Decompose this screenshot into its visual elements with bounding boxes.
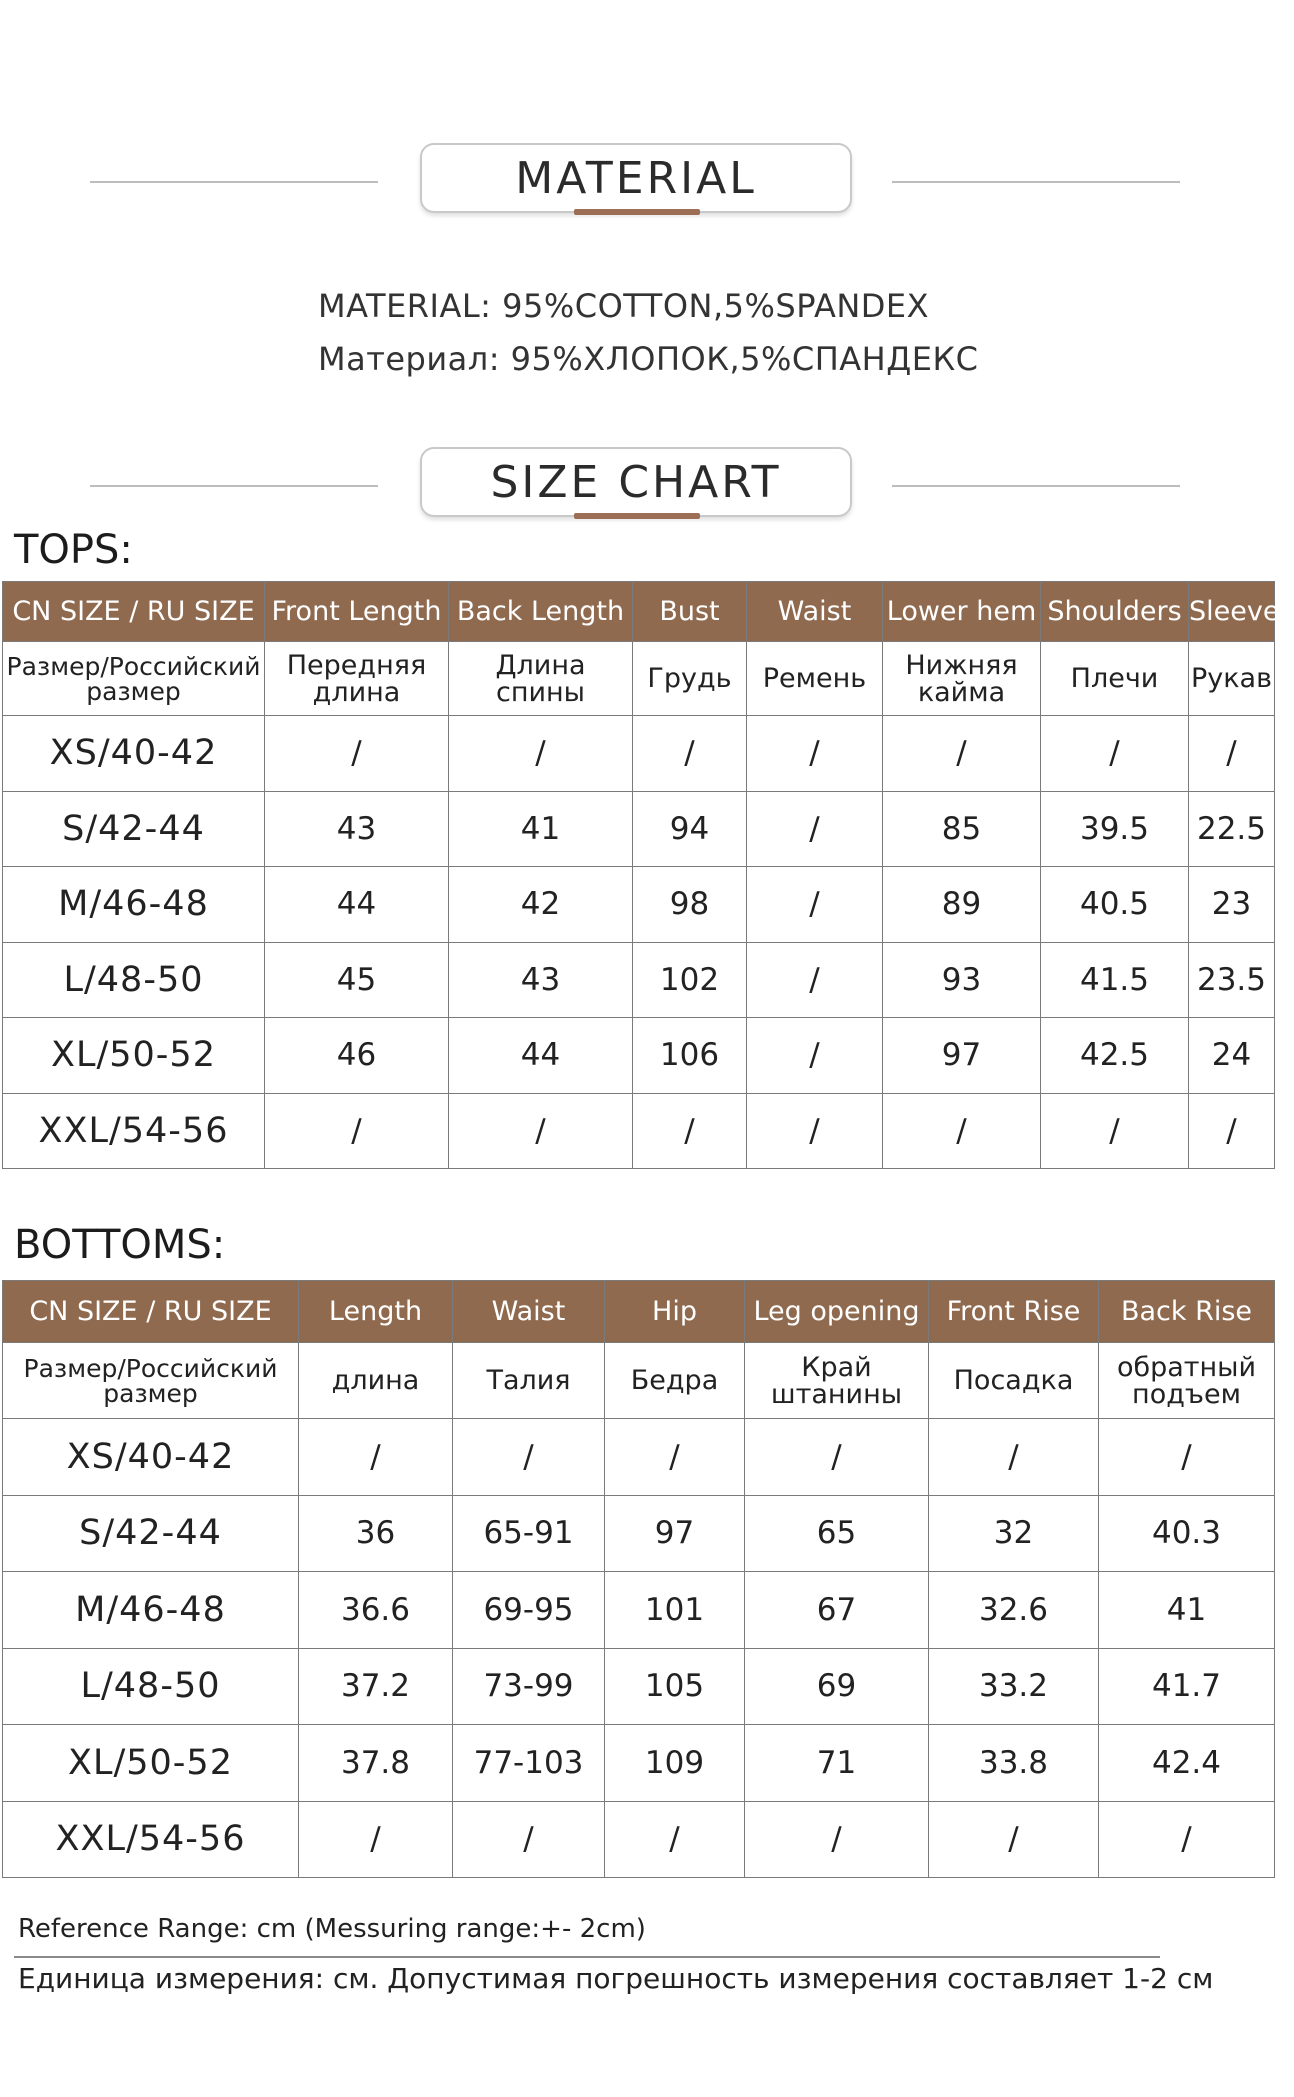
ru-header-line: Край (801, 1351, 872, 1383)
size-cell: XL/50-52 (3, 1018, 265, 1094)
measurement-cell: 85 (883, 791, 1041, 867)
material-heading-block (0, 143, 1280, 219)
measurement-cell: 94 (633, 791, 747, 867)
measurement-cell: 40.3 (1099, 1495, 1275, 1572)
measurement-cell: / (605, 1801, 745, 1878)
ru-header-line: размер (103, 1378, 198, 1408)
column-header: Shoulders (1041, 582, 1189, 642)
measurement-cell: / (1041, 716, 1189, 792)
divider-right (892, 485, 1180, 487)
ru-header-line: Длина (495, 649, 586, 681)
column-header: Front Length (265, 582, 449, 642)
table-row (3, 942, 1275, 1018)
table-row (3, 791, 1275, 867)
measurement-cell: / (747, 942, 883, 1018)
measurement-cell: 77-103 (453, 1725, 605, 1802)
measurement-cell: / (633, 716, 747, 792)
measurement-cell: 33.8 (929, 1725, 1099, 1802)
measurement-cell: 65 (745, 1495, 929, 1572)
measurement-cell: 39.5 (1041, 791, 1189, 867)
measurement-cell: 65-91 (453, 1495, 605, 1572)
reference-range-en: Reference Range: cm (Messuring range:+- 2cm) (18, 1914, 646, 1944)
measurement-cell: 44 (449, 1018, 633, 1094)
ru-column-header (1189, 642, 1275, 716)
column-header: Leg opening (745, 1281, 929, 1343)
table-row (3, 867, 1275, 943)
size-cell: XXL/54-56 (3, 1093, 265, 1169)
column-header: Length (299, 1281, 453, 1343)
material-label-en: MATERIAL: (318, 287, 492, 325)
measurement-cell: 89 (883, 867, 1041, 943)
column-header: Back Rise (1099, 1281, 1275, 1343)
column-header: CN SIZE / RU SIZE (3, 1281, 299, 1343)
ru-header-line: длина (312, 676, 401, 708)
measurement-cell: / (747, 1018, 883, 1094)
ru-column-header (265, 642, 449, 716)
column-header: Bust (633, 582, 747, 642)
table-row (3, 1725, 1275, 1802)
measurement-cell: 41 (1099, 1572, 1275, 1649)
measurement-cell: 32 (929, 1495, 1099, 1572)
tops-size-table (2, 581, 1294, 1169)
column-header: Waist (747, 582, 883, 642)
measurement-cell: 46 (265, 1018, 449, 1094)
measurement-cell: / (449, 1093, 633, 1169)
reference-range-ru: Единица измерения: см. Допустимая погрешность измерения составляет 1-2 см (18, 1962, 1214, 1995)
size-cell: L/48-50 (3, 942, 265, 1018)
table-row (3, 1572, 1275, 1649)
measurement-cell: 44 (265, 867, 449, 943)
measurement-cell: 97 (883, 1018, 1041, 1094)
measurement-cell: / (747, 716, 883, 792)
material-line-en (318, 287, 929, 325)
ru-header-line: Передняя (286, 649, 427, 681)
measurement-cell: / (605, 1419, 745, 1496)
size-chart-heading: SIZE CHART (420, 447, 852, 517)
measurement-cell: / (633, 1093, 747, 1169)
material-value-en: 95%COTTON,5%SPANDEX (502, 287, 930, 325)
measurement-cell: 43 (449, 942, 633, 1018)
size-cell: L/48-50 (3, 1648, 299, 1725)
measurement-cell: 41 (449, 791, 633, 867)
measurement-cell: / (265, 1093, 449, 1169)
measurement-cell: 73-99 (453, 1648, 605, 1725)
table-row (3, 1648, 1275, 1725)
column-header: Hip (605, 1281, 745, 1343)
measurement-cell: / (1189, 716, 1275, 792)
ru-column-header (605, 1343, 745, 1419)
material-label-ru: Материал: (318, 340, 500, 378)
measurement-cell: 23 (1189, 867, 1275, 943)
ru-column-header (453, 1343, 605, 1419)
measurement-cell: 42.5 (1041, 1018, 1189, 1094)
measurement-cell: 101 (605, 1572, 745, 1649)
bottoms-size-table (2, 1280, 1275, 1878)
measurement-cell: 42 (449, 867, 633, 943)
ru-column-header (3, 642, 265, 716)
measurement-cell: 71 (745, 1725, 929, 1802)
ru-column-header (883, 642, 1041, 716)
measurement-cell: / (265, 716, 449, 792)
measurement-cell: 23.5 (1189, 942, 1275, 1018)
measurement-cell: / (299, 1419, 453, 1496)
measurement-cell: 69 (745, 1648, 929, 1725)
ru-header-line: Бедра (630, 1365, 719, 1396)
measurement-cell: 33.2 (929, 1648, 1099, 1725)
table-row (3, 1018, 1275, 1094)
ru-header-line: длина (331, 1365, 420, 1396)
measurement-cell: 36.6 (299, 1572, 453, 1649)
measurement-cell: / (747, 867, 883, 943)
table-row (3, 716, 1275, 792)
measurement-cell: 42.4 (1099, 1725, 1275, 1802)
ru-column-header (299, 1343, 453, 1419)
size-cell: S/42-44 (3, 1495, 299, 1572)
header-row (3, 1281, 1275, 1343)
bottoms-title: BOTTOMS: (14, 1222, 226, 1268)
ru-header-row (3, 1343, 1275, 1419)
ru-column-header (747, 642, 883, 716)
ru-header-line: кайма (917, 676, 1006, 708)
heading-accent-bar (574, 513, 700, 519)
divider-left (90, 181, 378, 183)
ru-header-line: Плечи (1070, 663, 1159, 694)
measurement-cell: / (449, 716, 633, 792)
measurement-cell: / (929, 1419, 1099, 1496)
measurement-cell: 24 (1189, 1018, 1275, 1094)
measurement-cell: / (929, 1801, 1099, 1878)
measurement-cell: 45 (265, 942, 449, 1018)
measurement-cell: 97 (605, 1495, 745, 1572)
measurement-cell: 102 (633, 942, 747, 1018)
column-header: CN SIZE / RU SIZE (3, 582, 265, 642)
measurement-cell: 109 (605, 1725, 745, 1802)
ru-header-line: штанины (770, 1378, 903, 1410)
measurement-cell: / (299, 1801, 453, 1878)
measurement-cell: 22.5 (1189, 791, 1275, 867)
column-header: Front Rise (929, 1281, 1099, 1343)
heading-accent-bar (574, 209, 700, 215)
size-cell: M/46-48 (3, 1572, 299, 1649)
divider-right (892, 181, 1180, 183)
table-row (3, 1801, 1275, 1878)
ru-column-header (745, 1343, 929, 1419)
size-chart-heading-block (0, 447, 1280, 523)
measurement-cell: / (1041, 1093, 1189, 1169)
ru-header-line: Рукав (1190, 663, 1273, 694)
size-cell: S/42-44 (3, 791, 265, 867)
measurement-cell: 37.8 (299, 1725, 453, 1802)
ru-header-line: обратный (1116, 1351, 1257, 1383)
measurement-cell: 106 (633, 1018, 747, 1094)
material-value-ru: 95%ХЛОПОК,5%СПАНДЕКС (510, 340, 979, 378)
column-header: Lower hem (883, 582, 1041, 642)
reference-divider (14, 1956, 1160, 1958)
column-header: Sleeves (1189, 582, 1275, 642)
tops-title: TOPS: (14, 527, 133, 573)
measurement-cell: 67 (745, 1572, 929, 1649)
ru-column-header (633, 642, 747, 716)
measurement-cell: 37.2 (299, 1648, 453, 1725)
table-row (3, 1093, 1275, 1169)
ru-column-header (1099, 1343, 1275, 1419)
ru-header-row (3, 642, 1275, 716)
table-row (3, 1495, 1275, 1572)
size-cell: XXL/54-56 (3, 1801, 299, 1878)
column-header: Waist (453, 1281, 605, 1343)
ru-column-header (929, 1343, 1099, 1419)
ru-header-line: Посадка (953, 1365, 1074, 1396)
measurement-cell: / (453, 1801, 605, 1878)
measurement-cell: 105 (605, 1648, 745, 1725)
measurement-cell: 43 (265, 791, 449, 867)
divider-left (90, 485, 378, 487)
measurement-cell: 98 (633, 867, 747, 943)
measurement-cell: / (1099, 1419, 1275, 1496)
ru-header-line: размер (86, 676, 181, 706)
ru-header-line: Талия (486, 1365, 571, 1396)
material-line-ru (318, 340, 979, 378)
ru-header-line: Нижняя (905, 649, 1018, 681)
measurement-cell: / (747, 1093, 883, 1169)
measurement-cell: 36 (299, 1495, 453, 1572)
measurement-cell: / (747, 791, 883, 867)
measurement-cell: 69-95 (453, 1572, 605, 1649)
measurement-cell: / (883, 1093, 1041, 1169)
column-header: Back Length (449, 582, 633, 642)
measurement-cell: 41.7 (1099, 1648, 1275, 1725)
ru-header-line: спины (495, 676, 585, 708)
measurement-cell: / (453, 1419, 605, 1496)
table-row (3, 1419, 1275, 1496)
ru-header-line: Размер/Российский (6, 651, 261, 681)
measurement-cell: / (883, 716, 1041, 792)
ru-column-header (3, 1343, 299, 1419)
measurement-cell: / (745, 1419, 929, 1496)
measurement-cell: 32.6 (929, 1572, 1099, 1649)
measurement-cell: / (1099, 1801, 1275, 1878)
ru-column-header (449, 642, 633, 716)
material-heading: MATERIAL (420, 143, 852, 213)
ru-column-header (1041, 642, 1189, 716)
measurement-cell: / (745, 1801, 929, 1878)
size-cell: XS/40-42 (3, 716, 265, 792)
ru-header-line: Размер/Российский (23, 1353, 278, 1383)
measurement-cell: 93 (883, 942, 1041, 1018)
measurement-cell: 41.5 (1041, 942, 1189, 1018)
size-cell: XL/50-52 (3, 1725, 299, 1802)
header-row (3, 582, 1275, 642)
size-cell: M/46-48 (3, 867, 265, 943)
ru-header-line: подъем (1132, 1378, 1241, 1410)
ru-header-line: Грудь (647, 663, 732, 694)
measurement-cell: 40.5 (1041, 867, 1189, 943)
size-cell: XS/40-42 (3, 1419, 299, 1496)
measurement-cell: / (1189, 1093, 1275, 1169)
ru-header-line: Ремень (762, 663, 867, 694)
